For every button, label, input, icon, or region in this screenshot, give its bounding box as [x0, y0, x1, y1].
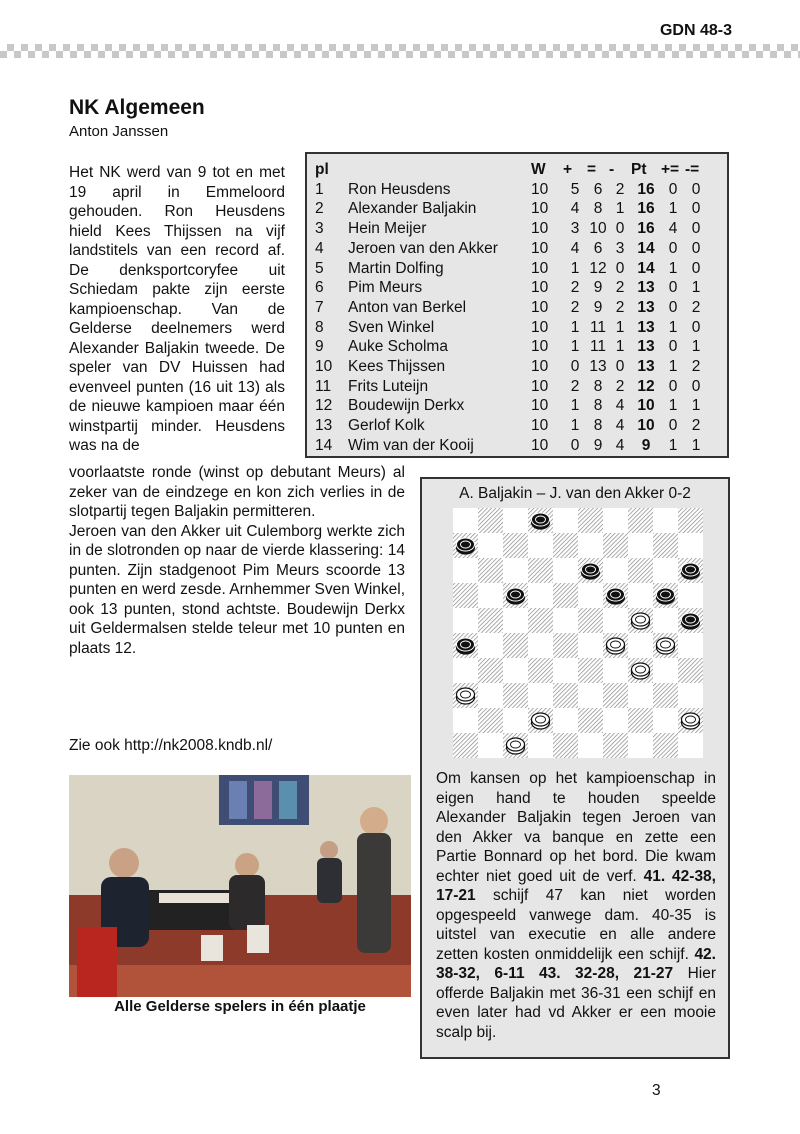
- draughts-board: [453, 508, 703, 758]
- board-light-square: [478, 683, 503, 708]
- standings-cell-player-name: Ron Heusdens: [348, 180, 451, 198]
- article-paragraph-2a: voorlaatste ronde (winst op debutant Meurs) al zeker van de eindzege en kon zich verlies in de slotpartij tegen Baljakin permitteren.: [69, 464, 405, 520]
- article-paragraph-2-block: [69, 463, 405, 658]
- draughts-board-svg: [453, 508, 703, 758]
- standings-cell-games: 10: [531, 358, 549, 376]
- standings-cell-draws: 10: [589, 220, 607, 238]
- board-light-square: [628, 583, 653, 608]
- game-commentary-text: Hier offerde Baljakin met 36-31 een schijf en even later had vd Akker er een mooie scalp bij.: [436, 965, 716, 1041]
- standings-cell-wins: 1: [570, 397, 580, 415]
- board-light-square: [653, 558, 678, 583]
- standings-cell-place: 13: [315, 417, 333, 435]
- board-dark-square: [628, 508, 653, 533]
- board-light-square: [553, 608, 578, 633]
- standings-cell-draws: 12: [589, 259, 607, 277]
- board-dark-square: [553, 533, 578, 558]
- black-checker-piece: [582, 563, 600, 579]
- standings-cell-games: 10: [531, 397, 549, 415]
- board-light-square: [503, 508, 528, 533]
- standings-cell-wins: 0: [570, 436, 580, 454]
- game-commentary: [436, 769, 716, 1042]
- board-light-square: [453, 558, 478, 583]
- white-checker-piece: [457, 688, 475, 704]
- standings-cell-wins: 1: [570, 259, 580, 277]
- standings-cell-draws: 11: [589, 338, 607, 356]
- see-also-link[interactable]: Zie ook http://nk2008.kndb.nl/: [69, 737, 273, 754]
- standings-cell-draws: 8: [593, 417, 603, 435]
- board-dark-square: [603, 733, 628, 758]
- standings-header-row: [315, 160, 707, 180]
- board-light-square: [628, 683, 653, 708]
- board-light-square: [478, 633, 503, 658]
- standings-cell-plus-eq: 0: [668, 338, 678, 356]
- black-checker-piece: [657, 588, 675, 604]
- board-light-square: [553, 558, 578, 583]
- standings-cell-place: 4: [315, 239, 324, 257]
- board-dark-square: [553, 583, 578, 608]
- white-checker-piece: [682, 713, 700, 729]
- board-dark-square: [528, 608, 553, 633]
- board-light-square: [528, 533, 553, 558]
- standings-cell-plus-eq: 4: [668, 220, 678, 238]
- standings-cell-plus-eq: 0: [668, 180, 678, 198]
- standings-cell-plus-eq: 0: [668, 298, 678, 316]
- standings-cell-losses: 1: [615, 338, 625, 356]
- black-checker-piece: [457, 638, 475, 654]
- board-light-square: [478, 733, 503, 758]
- standings-cell-losses: 2: [615, 298, 625, 316]
- standings-cell-place: 2: [315, 200, 324, 218]
- standings-cell-minus-eq: 0: [691, 259, 701, 277]
- standings-cell-minus-eq: 0: [691, 220, 701, 238]
- board-dark-square: [553, 633, 578, 658]
- board-light-square: [678, 733, 703, 758]
- col-header-w: W: [531, 161, 546, 178]
- standings-cell-plus-eq: 0: [668, 279, 678, 297]
- board-light-square: [553, 508, 578, 533]
- standings-cell-wins: 4: [570, 200, 580, 218]
- white-checker-piece: [607, 638, 625, 654]
- standings-cell-points: 10: [637, 417, 655, 435]
- standings-cell-draws: 13: [589, 358, 607, 376]
- board-light-square: [653, 708, 678, 733]
- article-author: Anton Janssen: [69, 123, 169, 140]
- board-light-square: [528, 683, 553, 708]
- black-checker-piece: [457, 538, 475, 554]
- board-light-square: [578, 633, 603, 658]
- standings-cell-player-name: Alexander Baljakin: [348, 200, 477, 218]
- standings-cell-plus-eq: 0: [668, 239, 678, 257]
- standings-cell-wins: 5: [570, 180, 580, 198]
- board-light-square: [503, 558, 528, 583]
- standings-cell-games: 10: [531, 239, 549, 257]
- standings-cell-games: 10: [531, 318, 549, 336]
- standings-cell-losses: 1: [615, 200, 625, 218]
- col-header-pl: pl: [315, 161, 329, 178]
- standings-cell-points: 14: [637, 259, 655, 277]
- standings-row: [315, 318, 707, 338]
- board-dark-square: [653, 533, 678, 558]
- standings-cell-draws: 8: [593, 397, 603, 415]
- board-light-square: [453, 658, 478, 683]
- board-dark-square: [628, 558, 653, 583]
- standings-cell-points: 16: [637, 180, 655, 198]
- game-commentary-text: schijf 47 kan niet worden opgespeeld vanwege dam. 40-35 is uitstel van executie en alle andere zetten kosten onmiddelijk een schijf.: [436, 887, 716, 963]
- board-dark-square: [678, 508, 703, 533]
- board-light-square: [603, 708, 628, 733]
- board-light-square: [653, 658, 678, 683]
- standings-row: [315, 239, 707, 259]
- standings-cell-wins: 1: [570, 417, 580, 435]
- game-title: A. Baljakin – J. van den Akker 0-2: [459, 485, 691, 502]
- standings-cell-player-name: Hein Meijer: [348, 220, 427, 238]
- standings-row: [315, 298, 707, 318]
- board-dark-square: [603, 683, 628, 708]
- board-light-square: [453, 508, 478, 533]
- standings-cell-place: 3: [315, 220, 324, 238]
- standings-cell-games: 10: [531, 279, 549, 297]
- board-light-square: [678, 533, 703, 558]
- standings-cell-points: 13: [637, 318, 655, 336]
- standings-cell-plus-eq: 1: [668, 259, 678, 277]
- standings-cell-place: 8: [315, 318, 324, 336]
- game-move-notation: 42. 38-32, 6-11 43. 32-28, 21-27: [436, 945, 716, 982]
- standings-cell-points: 9: [641, 436, 651, 454]
- board-dark-square: [578, 508, 603, 533]
- page-number: 3: [652, 1082, 661, 1099]
- standings-cell-losses: 0: [615, 259, 625, 277]
- standings-cell-games: 10: [531, 200, 549, 218]
- board-light-square: [578, 683, 603, 708]
- board-dark-square: [503, 683, 528, 708]
- standings-cell-minus-eq: 0: [691, 239, 701, 257]
- white-checker-piece: [632, 663, 650, 679]
- board-dark-square: [653, 683, 678, 708]
- standings-row: [315, 416, 707, 436]
- standings-cell-draws: 8: [593, 377, 603, 395]
- standings-cell-plus-eq: 0: [668, 417, 678, 435]
- board-light-square: [528, 583, 553, 608]
- board-light-square: [653, 508, 678, 533]
- photo-illustration: [69, 775, 411, 997]
- photo-caption: Alle Gelderse spelers in één plaatje: [114, 998, 366, 1015]
- standings-row: [315, 180, 707, 200]
- standings-cell-losses: 4: [615, 436, 625, 454]
- col-header-minus: -: [609, 161, 615, 178]
- board-light-square: [603, 608, 628, 633]
- game-move-notation: 41. 42-38, 17-21: [436, 867, 716, 904]
- standings-cell-losses: 0: [615, 358, 625, 376]
- standings-cell-place: 7: [315, 298, 324, 316]
- board-dark-square: [553, 683, 578, 708]
- board-dark-square: [478, 658, 503, 683]
- article-paragraph-2b: Jeroen van den Akker uit Culemborg werkte zich in de slotronden op naar de vierde klassering: 14 punten. Zijn stadgenoot Pim Meurs scoorde 13 punten en werd zesde. Arnhemmer Sven Winkel, ook 13 punten, stond achtste. Boudewijn Derkx uit Geldermalsen stelde teleur met 10 punten en plaats 12.: [69, 522, 406, 657]
- standings-cell-games: 10: [531, 338, 549, 356]
- standings-cell-wins: 2: [570, 377, 580, 395]
- standings-cell-draws: 9: [593, 279, 603, 297]
- standings-cell-player-name: Anton van Berkel: [348, 298, 467, 316]
- board-light-square: [503, 708, 528, 733]
- standings-cell-place: 12: [315, 397, 333, 415]
- standings-cell-points: 16: [637, 220, 655, 238]
- standings-cell-place: 9: [315, 338, 324, 356]
- standings-cell-draws: 9: [593, 436, 603, 454]
- standings-cell-place: 10: [315, 358, 333, 376]
- standings-cell-wins: 2: [570, 298, 580, 316]
- standings-cell-plus-eq: 0: [668, 377, 678, 395]
- standings-cell-losses: 3: [615, 239, 625, 257]
- board-light-square: [628, 633, 653, 658]
- article-title: NK Algemeen: [69, 96, 205, 119]
- article-paragraph-1: Het NK werd van 9 tot en met 19 april in Emmeloord gehouden. Ron Heusdens hield Kees Thijssen na vijf landstitels van een record af. De denksportcoryfee uit Schiedam pakte zijn eerste kampioenschap. Van de Gelderse deelnemers werd Alexander Baljakin tweede. De speler van DV Huissen had evenveel punten (16 uit 13) als de nieuwe kampioen maar één winstpartij minder. Heusdens was na de: [69, 164, 285, 454]
- standings-cell-player-name: Sven Winkel: [348, 318, 435, 336]
- standings-cell-losses: 1: [615, 318, 625, 336]
- board-light-square: [453, 608, 478, 633]
- standings-cell-player-name: Kees Thijssen: [348, 358, 446, 376]
- standings-cell-wins: 3: [570, 220, 580, 238]
- game-commentary-text: Om kansen op het kampioenschap in eigen hand te houden speelde Alexander Baljakin tegen Jeroen van den Akker va banque en zette een Partie Bonnard op het bord. Die kwam echter niet goed uit de verf.: [436, 770, 716, 885]
- standings-cell-minus-eq: 1: [691, 279, 701, 297]
- board-light-square: [578, 583, 603, 608]
- board-light-square: [653, 608, 678, 633]
- standings-cell-games: 10: [531, 417, 549, 435]
- standings-cell-minus-eq: 0: [691, 377, 701, 395]
- board-light-square: [678, 583, 703, 608]
- standings-cell-draws: 11: [589, 318, 607, 336]
- standings-cell-player-name: Boudewijn Derkx: [348, 397, 465, 415]
- col-header-plus: +: [563, 161, 573, 178]
- board-dark-square: [478, 508, 503, 533]
- board-light-square: [478, 533, 503, 558]
- board-light-square: [528, 633, 553, 658]
- black-checker-piece: [682, 563, 700, 579]
- standings-row: [315, 199, 707, 219]
- standings-cell-place: 14: [315, 436, 333, 454]
- standings-cell-plus-eq: 1: [668, 200, 678, 218]
- standings-cell-draws: 8: [593, 200, 603, 218]
- col-header-plus-eq: +=: [661, 161, 680, 178]
- standings-cell-points: 10: [637, 397, 655, 415]
- standings-table-box: [305, 152, 729, 458]
- standings-cell-games: 10: [531, 377, 549, 395]
- board-dark-square: [578, 658, 603, 683]
- standings-cell-place: 11: [315, 377, 332, 395]
- standings-cell-games: 10: [531, 436, 549, 454]
- standings-row: [315, 278, 707, 298]
- standings-cell-player-name: Gerlof Kolk: [348, 417, 425, 435]
- standings-cell-draws: 6: [593, 180, 603, 198]
- standings-cell-points: 16: [637, 200, 655, 218]
- standings-cell-minus-eq: 0: [691, 180, 701, 198]
- black-checker-piece: [607, 588, 625, 604]
- standings-cell-wins: 1: [570, 338, 580, 356]
- standings-row: [315, 436, 707, 456]
- board-light-square: [503, 658, 528, 683]
- standings-cell-minus-eq: 1: [691, 397, 701, 415]
- board-light-square: [578, 533, 603, 558]
- standings-cell-minus-eq: 1: [691, 436, 701, 454]
- standings-cell-losses: 0: [615, 220, 625, 238]
- board-dark-square: [453, 583, 478, 608]
- standings-cell-plus-eq: 1: [668, 358, 678, 376]
- standings-cell-player-name: Wim van der Kooij: [348, 436, 474, 454]
- standings-cell-minus-eq: 0: [691, 200, 701, 218]
- white-checker-piece: [507, 738, 525, 754]
- standings-row: [315, 377, 707, 397]
- board-light-square: [528, 733, 553, 758]
- standings-cell-plus-eq: 1: [668, 397, 678, 415]
- checker-strip: [0, 44, 800, 58]
- standings-cell-draws: 9: [593, 298, 603, 316]
- standings-row: [315, 357, 707, 377]
- black-checker-piece: [682, 613, 700, 629]
- standings-cell-minus-eq: 1: [691, 338, 701, 356]
- board-dark-square: [578, 608, 603, 633]
- standings-cell-player-name: Auke Scholma: [348, 338, 448, 356]
- standings-cell-points: 14: [637, 239, 655, 257]
- col-header-minus-eq: -=: [685, 161, 700, 178]
- standings-cell-games: 10: [531, 259, 549, 277]
- board-dark-square: [528, 658, 553, 683]
- standings-cell-losses: 2: [615, 377, 625, 395]
- board-dark-square: [628, 708, 653, 733]
- board-dark-square: [678, 658, 703, 683]
- standings-cell-points: 13: [637, 358, 655, 376]
- standings-cell-minus-eq: 2: [691, 298, 701, 316]
- standings-cell-plus-eq: 1: [668, 318, 678, 336]
- board-light-square: [578, 733, 603, 758]
- white-checker-piece: [657, 638, 675, 654]
- board-dark-square: [578, 708, 603, 733]
- standings-cell-player-name: Frits Luteijn: [348, 377, 429, 395]
- col-header-eq: =: [587, 161, 597, 178]
- col-header-name: [348, 160, 531, 180]
- board-dark-square: [503, 633, 528, 658]
- standings-cell-points: 13: [637, 298, 655, 316]
- board-light-square: [678, 633, 703, 658]
- standings-cell-player-name: Pim Meurs: [348, 279, 423, 297]
- header-code: GDN 48-3: [659, 22, 732, 39]
- standings-cell-place: 5: [315, 259, 324, 277]
- standings-row: [315, 337, 707, 357]
- standings-cell-player-name: Jeroen van den Akker: [348, 239, 498, 257]
- board-dark-square: [478, 558, 503, 583]
- board-light-square: [603, 658, 628, 683]
- board-light-square: [478, 583, 503, 608]
- game-box: [420, 477, 730, 1059]
- standings-row: [315, 396, 707, 416]
- standings-cell-points: 13: [637, 279, 655, 297]
- board-light-square: [678, 683, 703, 708]
- standings-cell-losses: 4: [615, 417, 625, 435]
- board-light-square: [628, 733, 653, 758]
- standings-row: [315, 259, 707, 279]
- black-checker-piece: [507, 588, 525, 604]
- standings-cell-wins: 1: [570, 318, 580, 336]
- board-dark-square: [453, 733, 478, 758]
- standings-table: [315, 160, 707, 456]
- col-header-pt: Pt: [631, 161, 647, 178]
- standings-cell-games: 10: [531, 298, 549, 316]
- board-light-square: [603, 558, 628, 583]
- standings-cell-losses: 4: [615, 397, 625, 415]
- standings-cell-place: 1: [315, 180, 324, 198]
- standings-cell-games: 10: [531, 220, 549, 238]
- standings-cell-losses: 2: [615, 180, 625, 198]
- black-checker-piece: [532, 513, 550, 529]
- standings-cell-minus-eq: 2: [691, 417, 701, 435]
- board-light-square: [553, 658, 578, 683]
- standings-cell-draws: 6: [593, 239, 603, 257]
- board-dark-square: [503, 533, 528, 558]
- board-dark-square: [603, 533, 628, 558]
- standings-cell-wins: 4: [570, 239, 580, 257]
- board-light-square: [628, 533, 653, 558]
- board-dark-square: [528, 558, 553, 583]
- board-light-square: [553, 708, 578, 733]
- board-dark-square: [478, 708, 503, 733]
- board-dark-square: [653, 733, 678, 758]
- photo-players: [69, 775, 411, 997]
- standings-cell-games: 10: [531, 180, 549, 198]
- standings-cell-minus-eq: 2: [691, 358, 701, 376]
- board-light-square: [603, 508, 628, 533]
- standings-cell-minus-eq: 0: [691, 318, 701, 336]
- board-light-square: [453, 708, 478, 733]
- standings-cell-losses: 2: [615, 279, 625, 297]
- standings-row: [315, 219, 707, 239]
- standings-cell-points: 12: [637, 377, 655, 395]
- standings-cell-plus-eq: 1: [668, 436, 678, 454]
- white-checker-piece: [532, 713, 550, 729]
- standings-cell-player-name: Martin Dolfing: [348, 259, 444, 277]
- board-dark-square: [553, 733, 578, 758]
- standings-cell-wins: 0: [570, 358, 580, 376]
- standings-cell-wins: 2: [570, 279, 580, 297]
- board-dark-square: [478, 608, 503, 633]
- white-checker-piece: [632, 613, 650, 629]
- standings-cell-points: 13: [637, 338, 655, 356]
- standings-cell-place: 6: [315, 279, 324, 297]
- board-light-square: [503, 608, 528, 633]
